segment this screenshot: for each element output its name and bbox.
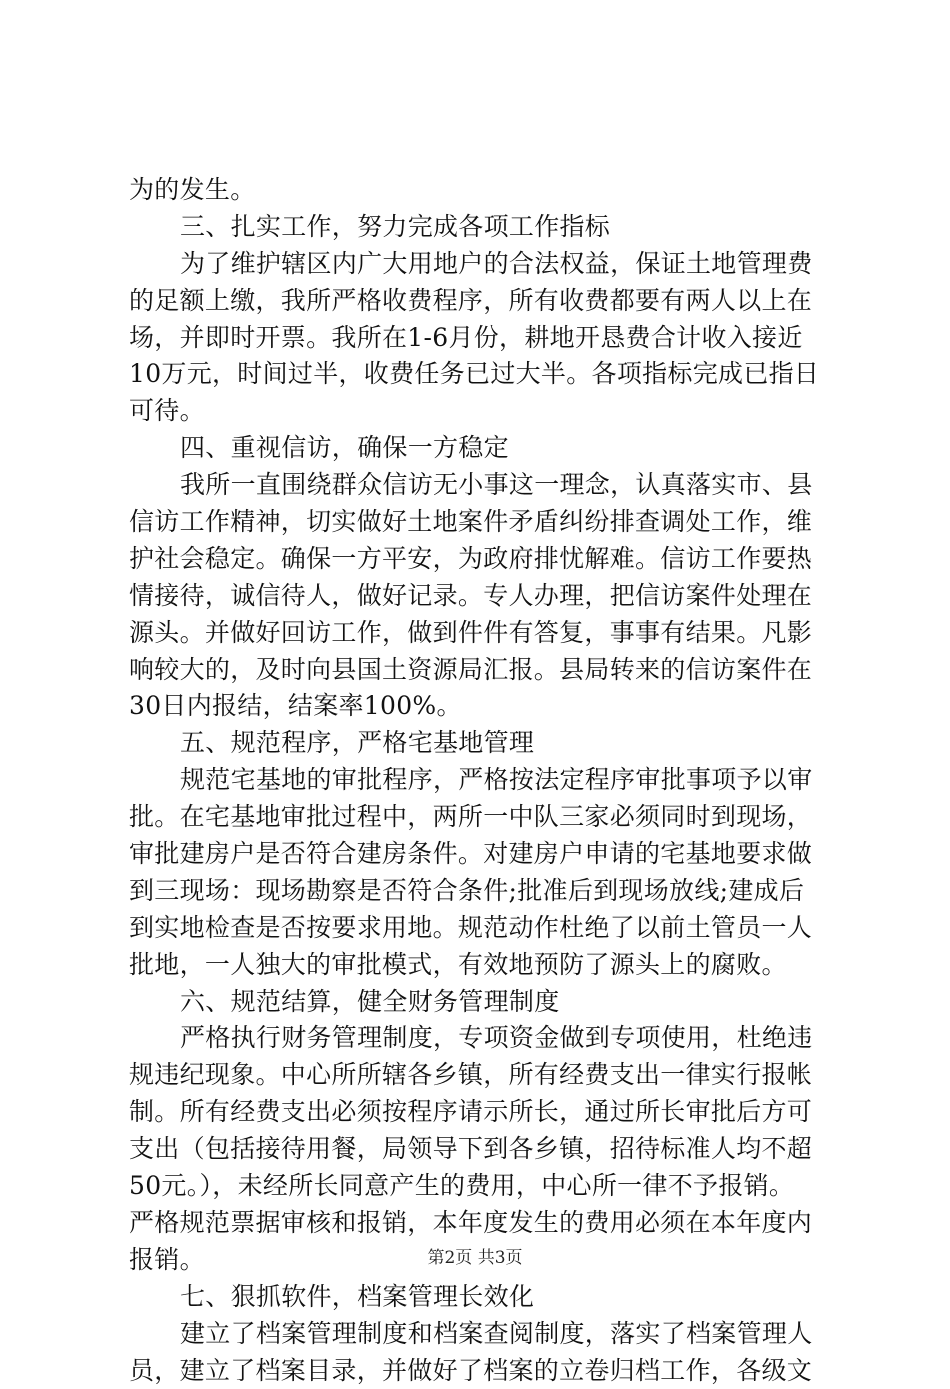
paragraph-line-indented: 建立了档案管理制度和档案查阅制度，落实了档案管理人 xyxy=(129,1316,834,1353)
document-body xyxy=(129,172,834,1389)
page-footer: 第2页 共3页 xyxy=(0,1243,950,1268)
paragraph-line-indented: 规范宅基地的审批程序，严格按法定程序审批事项予以审 xyxy=(129,762,834,799)
paragraph-line: 员，建立了档案目录，并做好了档案的立卷归档工作，各级文 xyxy=(129,1353,834,1389)
paragraph-line: 护社会稳定。确保一方平安，为政府排忧解难。信访工作要热 xyxy=(129,541,834,578)
paragraph-line: 支出（包括接待用餐，局领导下到各乡镇，招待标准人均不超 xyxy=(129,1131,834,1168)
paragraph-line: 到实地检查是否按要求用地。规范动作杜绝了以前土管员一人 xyxy=(129,910,834,947)
paragraph-line: 批地，一人独大的审批模式，有效地预防了源头上的腐败。 xyxy=(129,947,834,984)
paragraph-line: 为的发生。 xyxy=(129,172,834,209)
paragraph-line: 可待。 xyxy=(129,393,834,430)
paragraph-line: 10万元，时间过半，收费任务已过大半。各项指标完成已指日 xyxy=(129,356,834,393)
paragraph-line: 规违纪现象。中心所所辖各乡镇，所有经费支出一律实行报帐 xyxy=(129,1057,834,1094)
paragraph-line: 审批建房户是否符合建房条件。对建房户申请的宅基地要求做 xyxy=(129,836,834,873)
paragraph-line-indented: 七、狠抓软件，档案管理长效化 xyxy=(129,1279,834,1316)
paragraph-line: 场，并即时开票。我所在1-6月份，耕地开恳费合计收入接近 xyxy=(129,320,834,357)
paragraph-line: 响较大的，及时向县国土资源局汇报。县局转来的信访案件在 xyxy=(129,652,834,689)
paragraph-line: 30日内报结，结案率100%。 xyxy=(129,688,834,725)
paragraph-line: 制。所有经费支出必须按程序请示所长，通过所长审批后方可 xyxy=(129,1094,834,1131)
paragraph-line: 50元。），未经所长同意产生的费用，中心所一律不予报销。 xyxy=(129,1168,834,1205)
paragraph-line: 的足额上缴，我所严格收费程序，所有收费都要有两人以上在 xyxy=(129,283,834,320)
paragraph-line-indented: 严格执行财务管理制度，专项资金做到专项使用，杜绝违 xyxy=(129,1020,834,1057)
paragraph-line-indented: 五、规范程序，严格宅基地管理 xyxy=(129,725,834,762)
paragraph-line-indented: 三、扎实工作，努力完成各项工作指标 xyxy=(129,209,834,246)
paragraph-line-indented: 我所一直围绕群众信访无小事这一理念，认真落实市、县 xyxy=(129,467,834,504)
paragraph-line-indented: 为了维护辖区内广大用地户的合法权益，保证土地管理费 xyxy=(129,246,834,283)
paragraph-line: 信访工作精神，切实做好土地案件矛盾纠纷排查调处工作，维 xyxy=(129,504,834,541)
paragraph-line-indented: 六、规范结算，健全财务管理制度 xyxy=(129,984,834,1021)
paragraph-line: 报销。 xyxy=(129,1242,834,1279)
paragraph-line: 批。在宅基地审批过程中，两所一中队三家必须同时到现场， xyxy=(129,799,834,836)
paragraph-line: 严格规范票据审核和报销，本年度发生的费用必须在本年度内 xyxy=(129,1205,834,1242)
paragraph-line: 源头。并做好回访工作，做到件件有答复，事事有结果。凡影 xyxy=(129,615,834,652)
paragraph-line: 到三现场：现场勘察是否符合条件;批准后到现场放线;建成后 xyxy=(129,873,834,910)
paragraph-line: 情接待，诚信待人，做好记录。专人办理，把信访案件处理在 xyxy=(129,578,834,615)
paragraph-line-indented: 四、重视信访，确保一方稳定 xyxy=(129,430,834,467)
